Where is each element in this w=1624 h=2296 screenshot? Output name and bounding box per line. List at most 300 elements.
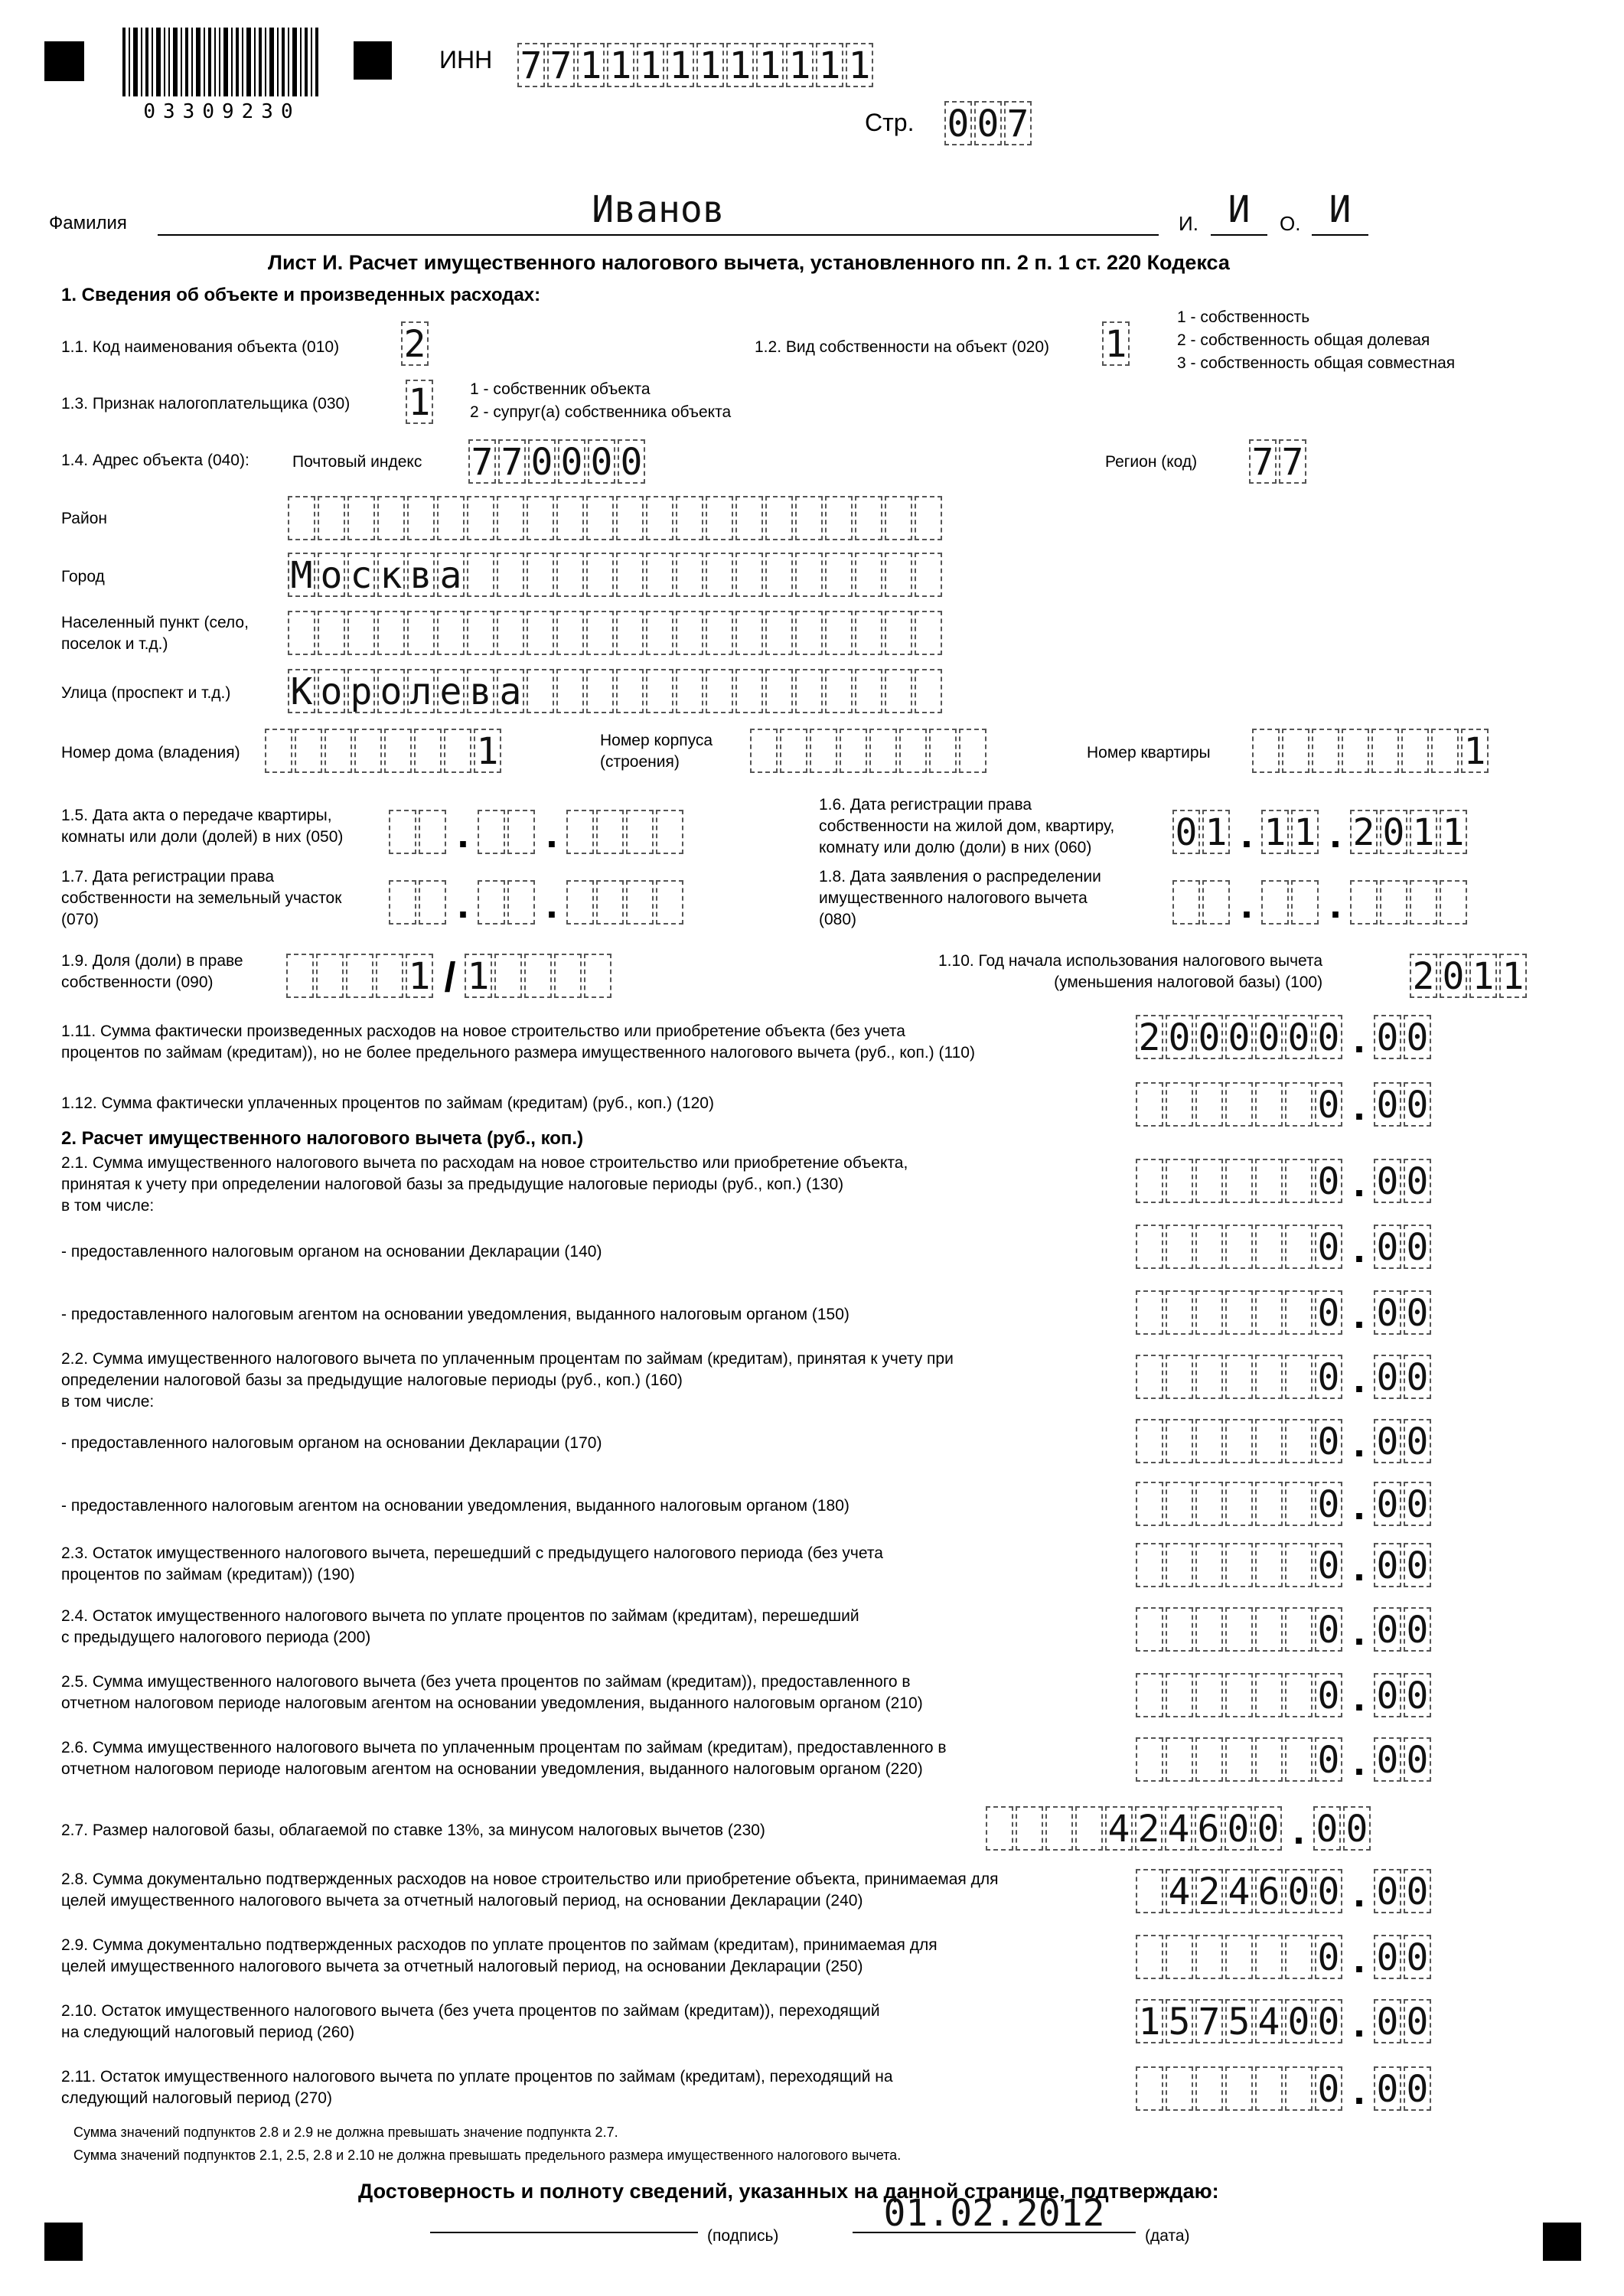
char-cell: 0: [944, 101, 972, 145]
char-cell: [1282, 729, 1309, 773]
confirmation-text: Достоверность и полноту сведений, указанных на данной странице, подтверждаю:: [358, 2180, 1219, 2203]
char-cell: 2: [1136, 1015, 1163, 1059]
postcode-field[interactable]: [468, 439, 647, 484]
char-cell: [1202, 880, 1230, 925]
char-cell: [706, 496, 733, 540]
char-cell: [616, 611, 644, 655]
char-cell: [1401, 729, 1429, 773]
char-cell: [377, 496, 405, 540]
char-cell: [1195, 1607, 1223, 1652]
char-cell: 1: [577, 43, 605, 87]
char-cell: 0: [1404, 1290, 1431, 1335]
field-170[interactable]: [1136, 1419, 1433, 1466]
char-cell: 0: [1374, 1673, 1401, 1717]
char-cell: [437, 611, 465, 655]
initial-i-line: [1211, 234, 1267, 236]
separator: .: [1329, 881, 1342, 927]
char-cell: [1136, 1159, 1163, 1203]
char-cell: [676, 611, 703, 655]
char-cell: [497, 611, 524, 655]
field-230[interactable]: [986, 1806, 1373, 1851]
field-270[interactable]: [1136, 2066, 1433, 2111]
char-cell: 0: [1315, 1482, 1342, 1526]
char-cell: [1440, 880, 1467, 925]
char-cell: 0: [1315, 1607, 1342, 1652]
char-cell: [1195, 1935, 1223, 1979]
char-cell: [1225, 1419, 1253, 1463]
char-cell: [384, 729, 412, 773]
char-cell: [1285, 1482, 1313, 1526]
char-cell: 7: [468, 439, 496, 484]
char-cell: [1285, 1290, 1313, 1335]
char-cell: 0: [1315, 1419, 1342, 1463]
char-cell: [1225, 1737, 1253, 1782]
label-160: 2.2. Сумма имущественного налогового вычета по уплаченным процентам по займам (кредитам), принятая к учету при определении налоговой базы за предыдущие налоговые периоды (руб., коп.) (160) в том числе:: [61, 1350, 954, 1411]
field-100[interactable]: [1410, 954, 1529, 998]
char-cell: 0: [1404, 1082, 1431, 1127]
label-1-2: 1.2. Вид собственности на объект (020): [755, 338, 1049, 356]
date-value[interactable]: 01.02.2012: [883, 2192, 1105, 2235]
char-cell: [1255, 1082, 1283, 1127]
separator: .: [1353, 1544, 1365, 1590]
field-190[interactable]: [1136, 1543, 1433, 1590]
char-cell: [750, 729, 778, 773]
char-cell: [586, 496, 614, 540]
char-cell: [1136, 1543, 1163, 1587]
separator: .: [1353, 2000, 1365, 2046]
char-cell: [1312, 729, 1339, 773]
char-cell: [494, 954, 522, 998]
char-cell: [1285, 1607, 1313, 1652]
char-cell: 1: [696, 43, 724, 87]
char-cell: [1136, 1290, 1163, 1335]
field-150[interactable]: [1136, 1290, 1433, 1335]
char-cell: 0: [1374, 1737, 1401, 1782]
building-field[interactable]: [750, 729, 989, 773]
initial-o-value[interactable]: И: [1329, 188, 1352, 231]
char-cell: [1291, 880, 1319, 925]
char-cell: 0: [1172, 810, 1200, 854]
char-cell: 2: [1350, 810, 1378, 854]
field-110[interactable]: [1136, 1015, 1433, 1062]
char-cell: 1: [1469, 954, 1497, 998]
char-cell: 0: [1315, 1225, 1342, 1269]
char-cell: 0: [558, 439, 585, 484]
char-cell: 0: [1315, 1935, 1342, 1979]
char-cell: [1255, 2066, 1283, 2111]
separator: /: [444, 954, 456, 1000]
char-cell: [810, 729, 837, 773]
char-cell: 4: [1165, 1806, 1192, 1851]
char-cell: 1: [1136, 1999, 1163, 2043]
char-cell: [1225, 1482, 1253, 1526]
char-cell: [316, 954, 344, 998]
separator: .: [546, 881, 558, 927]
char-cell: [389, 880, 416, 925]
char-cell: 0: [1315, 1159, 1342, 1203]
char-cell: [840, 729, 867, 773]
char-cell: 2: [401, 321, 429, 366]
char-cell: [780, 729, 807, 773]
char-cell: [1410, 880, 1437, 925]
char-cell: 1: [406, 954, 433, 998]
hint-030: 1 - собственник объекта 2 - супруг(а) собственника объекта: [470, 380, 732, 421]
char-cell: [347, 611, 375, 655]
separator: .: [1353, 1016, 1365, 1062]
char-cell: [376, 954, 403, 998]
separator: .: [546, 810, 558, 856]
separator: .: [1353, 1083, 1365, 1129]
char-cell: [1255, 1290, 1283, 1335]
char-cell: [1166, 1737, 1193, 1782]
char-cell: [1285, 1935, 1313, 1979]
char-cell: 0: [1315, 1673, 1342, 1717]
district-field[interactable]: [288, 496, 944, 540]
char-cell: 6: [1195, 1806, 1222, 1851]
char-cell: 0: [1374, 1869, 1401, 1913]
date-050-field[interactable]: [389, 810, 686, 854]
label-190: 2.3. Остаток имущественного налогового вычета, перешедший с предыдущего налогового периода (без учета процентов по займам (кредитам)) (190): [61, 1544, 883, 1583]
char-cell: [419, 880, 446, 925]
char-cell: [596, 810, 624, 854]
char-cell: [765, 553, 793, 597]
char-cell: [1195, 1159, 1223, 1203]
label-180: - предоставленного налоговым агентом на основании уведомления, выданного налоговым органом (180): [61, 1497, 850, 1515]
field-030[interactable]: [406, 380, 435, 424]
char-cell: [497, 496, 524, 540]
char-cell: о: [318, 553, 345, 597]
char-cell: [706, 553, 733, 597]
field-240[interactable]: [1136, 1869, 1433, 1916]
char-cell: [765, 611, 793, 655]
field-120[interactable]: [1136, 1082, 1433, 1127]
char-cell: [414, 729, 442, 773]
char-cell: [656, 810, 683, 854]
char-cell: [596, 880, 624, 925]
char-cell: [389, 810, 416, 854]
separator: .: [1353, 1608, 1365, 1654]
char-cell: [478, 880, 505, 925]
label-150: - предоставленного налоговым агентом на основании уведомления, выданного налоговым органом (150): [61, 1306, 850, 1323]
char-cell: [318, 611, 345, 655]
field-020[interactable]: [1102, 321, 1132, 366]
char-cell: [1225, 1082, 1253, 1127]
signature-line[interactable]: [430, 2232, 698, 2233]
separator: .: [1241, 881, 1253, 927]
char-cell: [1136, 1482, 1163, 1526]
char-cell: 1: [1461, 729, 1489, 773]
field-130[interactable]: [1136, 1159, 1433, 1203]
char-cell: [735, 496, 763, 540]
char-cell: 0: [1374, 1419, 1401, 1463]
field-160[interactable]: [1136, 1355, 1433, 1399]
field-250[interactable]: [1136, 1935, 1433, 1979]
char-cell: [676, 553, 703, 597]
char-cell: [1350, 880, 1378, 925]
char-cell: [626, 880, 654, 925]
char-cell: [646, 611, 673, 655]
char-cell: [527, 669, 554, 713]
street-field[interactable]: [288, 669, 944, 713]
char-cell: [527, 553, 554, 597]
char-cell: 0: [1254, 1806, 1282, 1851]
date-label: (дата): [1145, 2227, 1190, 2245]
char-cell: [915, 611, 942, 655]
city-field[interactable]: [288, 553, 944, 597]
char-cell: [524, 954, 552, 998]
char-cell: 1: [1499, 954, 1527, 998]
char-cell: 4: [1166, 1869, 1193, 1913]
char-cell: 1: [406, 380, 433, 424]
char-cell: 0: [1315, 1737, 1342, 1782]
char-cell: [265, 729, 292, 773]
char-cell: [1166, 1419, 1193, 1463]
char-cell: [584, 954, 611, 998]
char-cell: 1: [465, 954, 492, 998]
separator: .: [1353, 1420, 1365, 1466]
char-cell: [467, 611, 494, 655]
char-cell: 0: [1255, 1015, 1283, 1059]
char-cell: [444, 729, 471, 773]
char-cell: [1285, 1543, 1313, 1587]
char-cell: о: [318, 669, 345, 713]
char-cell: [1136, 1869, 1163, 1913]
char-cell: [1172, 880, 1200, 925]
char-cell: [1225, 1673, 1253, 1717]
page-number-field[interactable]: [944, 101, 1034, 145]
building-label: Номер корпуса (строения): [600, 732, 713, 771]
char-cell: а: [497, 669, 524, 713]
char-cell: [1195, 1419, 1223, 1463]
field-210[interactable]: [1136, 1673, 1433, 1720]
char-cell: 0: [1374, 1225, 1401, 1269]
char-cell: [1136, 1419, 1163, 1463]
char-cell: 0: [1374, 1607, 1401, 1652]
char-cell: [1136, 1673, 1163, 1717]
char-cell: [1166, 1355, 1193, 1399]
char-cell: [915, 496, 942, 540]
char-cell: 2: [1195, 1869, 1223, 1913]
char-cell: [288, 611, 315, 655]
char-cell: о: [377, 669, 405, 713]
char-cell: [1166, 1543, 1193, 1587]
corner-marker-top-right: [354, 41, 392, 80]
char-cell: 0: [1380, 810, 1407, 854]
char-cell: [497, 553, 524, 597]
char-cell: [419, 810, 446, 854]
corner-marker-bottom-left: [44, 2223, 83, 2261]
char-cell: 0: [588, 439, 615, 484]
char-cell: [646, 553, 673, 597]
char-cell: 6: [1255, 1869, 1283, 1913]
flat-field[interactable]: [1252, 729, 1491, 773]
share-field[interactable]: [286, 954, 614, 998]
char-cell: [1195, 1082, 1223, 1127]
char-cell: [1225, 1290, 1253, 1335]
field-260[interactable]: [1136, 1999, 1433, 2046]
barcode-number: 03309230: [143, 100, 301, 123]
char-cell: [855, 611, 882, 655]
char-cell: [1195, 1482, 1223, 1526]
char-cell: [1255, 1607, 1283, 1652]
date-070-field[interactable]: [389, 880, 686, 925]
char-cell: 4: [1105, 1806, 1133, 1851]
surname-value[interactable]: Иванов: [592, 188, 725, 231]
separator: .: [457, 810, 469, 856]
barcode: [122, 28, 321, 122]
char-cell: р: [347, 669, 375, 713]
field-140[interactable]: [1136, 1225, 1433, 1269]
char-cell: [556, 496, 584, 540]
initial-o-line: [1312, 234, 1368, 236]
char-cell: 0: [618, 439, 645, 484]
char-cell: [295, 729, 322, 773]
corner-marker-top-left: [44, 41, 84, 81]
char-cell: [1195, 2066, 1223, 2111]
char-cell: [1045, 1806, 1073, 1851]
char-cell: [646, 496, 673, 540]
char-cell: 0: [1374, 1159, 1401, 1203]
separator: .: [1353, 1870, 1365, 1916]
locality-field[interactable]: [288, 611, 944, 655]
char-cell: 0: [1285, 1869, 1313, 1913]
char-cell: к: [377, 553, 405, 597]
char-cell: [1342, 729, 1369, 773]
separator: .: [1353, 1225, 1365, 1271]
char-cell: [1136, 1082, 1163, 1127]
label-1-7: 1.7. Дата регистрации права собственности на земельный участок (070): [61, 868, 342, 928]
label-1-5: 1.5. Дата акта о передаче квартиры, комнаты или доли (долей) в них (050): [61, 807, 344, 846]
char-cell: 1: [726, 43, 754, 87]
field-180[interactable]: [1136, 1482, 1433, 1526]
char-cell: [1255, 1543, 1283, 1587]
char-cell: [507, 810, 535, 854]
barcode-bars: [122, 28, 321, 96]
char-cell: [1255, 1419, 1283, 1463]
label-1-6: 1.6. Дата регистрации права собственности на жилой дом, квартиру, комнату или долю (доли) в них (060): [819, 796, 1115, 856]
char-cell: 0: [1315, 1869, 1342, 1913]
char-cell: [986, 1806, 1013, 1851]
char-cell: [1136, 1737, 1163, 1782]
char-cell: 2: [1135, 1806, 1163, 1851]
char-cell: [507, 880, 535, 925]
char-cell: К: [288, 669, 315, 713]
house-field[interactable]: [265, 729, 504, 773]
char-cell: 1: [786, 43, 814, 87]
char-cell: [1166, 1607, 1193, 1652]
char-cell: [676, 496, 703, 540]
char-cell: е: [437, 669, 465, 713]
char-cell: 7: [1004, 101, 1032, 145]
label-1-9: 1.9. Доля (доли) в праве собственности (090): [61, 952, 243, 991]
char-cell: [1166, 1482, 1193, 1526]
field-200[interactable]: [1136, 1607, 1433, 1652]
separator: .: [1241, 810, 1253, 856]
initial-i-label: И.: [1179, 212, 1198, 235]
char-cell: [1166, 1673, 1193, 1717]
char-cell: [324, 729, 352, 773]
char-cell: 1: [1102, 321, 1130, 366]
city-label: Город: [61, 568, 105, 585]
char-cell: 7: [1279, 439, 1306, 484]
char-cell: [735, 669, 763, 713]
char-cell: [929, 729, 957, 773]
char-cell: 0: [1404, 1482, 1431, 1526]
hint-020: 1 - собственность 2 - собственность общая долевая 3 - собственность общая совместная: [1177, 308, 1456, 372]
char-cell: [1225, 1543, 1253, 1587]
field-220[interactable]: [1136, 1737, 1433, 1782]
char-cell: [735, 553, 763, 597]
label-250: 2.9. Сумма документально подтвержденных расходов по уплате процентов по займам (кредитам), принимаемая для целей имущественного налогового вычета за отчетный налоговый период, на основании Декларации (250): [61, 1936, 938, 1975]
char-cell: [899, 729, 927, 773]
char-cell: [566, 810, 594, 854]
char-cell: 1: [1291, 810, 1319, 854]
char-cell: л: [407, 669, 435, 713]
char-cell: [556, 669, 584, 713]
char-cell: 7: [547, 43, 575, 87]
char-cell: [765, 496, 793, 540]
label-210: 2.5. Сумма имущественного налогового вычета (без учета процентов по займам (кредитам)), предоставленного в отчетном налоговом периоде налоговым агентом на основании уведомления, выданного налоговым органом (210): [61, 1673, 923, 1712]
char-cell: 0: [1404, 1419, 1431, 1463]
field-010[interactable]: [401, 321, 431, 366]
char-cell: [586, 553, 614, 597]
char-cell: 0: [1225, 1015, 1253, 1059]
char-cell: [1225, 1355, 1253, 1399]
char-cell: [377, 611, 405, 655]
inn-field[interactable]: [517, 43, 876, 87]
label-1-8: 1.8. Дата заявления о распределении имущественного налогового вычета (080): [819, 868, 1101, 928]
char-cell: 0: [1315, 1355, 1342, 1399]
char-cell: 1: [846, 43, 873, 87]
char-cell: [855, 669, 882, 713]
char-cell: [825, 496, 853, 540]
separator: .: [1353, 1674, 1365, 1720]
date-060-field[interactable]: [1172, 810, 1469, 854]
date-080-field[interactable]: [1172, 880, 1469, 925]
char-cell: [1285, 1082, 1313, 1127]
char-cell: [869, 729, 897, 773]
signature-label: (подпись): [707, 2227, 779, 2245]
char-cell: 0: [1374, 1015, 1401, 1059]
region-field[interactable]: [1249, 439, 1309, 484]
char-cell: [795, 611, 823, 655]
char-cell: 0: [1404, 1607, 1431, 1652]
initial-i-value[interactable]: И: [1228, 188, 1251, 231]
char-cell: с: [347, 553, 375, 597]
separator: .: [1353, 1291, 1365, 1337]
char-cell: [1285, 1737, 1313, 1782]
corner-marker-bottom-right: [1543, 2223, 1581, 2261]
char-cell: [915, 669, 942, 713]
surname-label: Фамилия: [49, 213, 127, 233]
char-cell: [1255, 1159, 1283, 1203]
char-cell: М: [288, 553, 315, 597]
initial-o-label: О.: [1280, 212, 1301, 235]
char-cell: [855, 553, 882, 597]
char-cell: 0: [1404, 1999, 1431, 2043]
char-cell: [354, 729, 382, 773]
char-cell: [1166, 1935, 1193, 1979]
char-cell: [1195, 1673, 1223, 1717]
char-cell: [959, 729, 986, 773]
char-cell: [735, 611, 763, 655]
char-cell: [855, 496, 882, 540]
label-240: 2.8. Сумма документально подтвержденных расходов на новое строительство или приобретение объекта, принимаемая для целей имущественного налогового вычета за отчетный налоговый период, на основании Декларации (240): [61, 1870, 999, 1910]
char-cell: 0: [1404, 1737, 1431, 1782]
note-1: Сумма значений подпунктов 2.8 и 2.9 не должна превышать значение подпункта 2.7.: [73, 2125, 618, 2140]
char-cell: [286, 954, 314, 998]
char-cell: [318, 496, 345, 540]
